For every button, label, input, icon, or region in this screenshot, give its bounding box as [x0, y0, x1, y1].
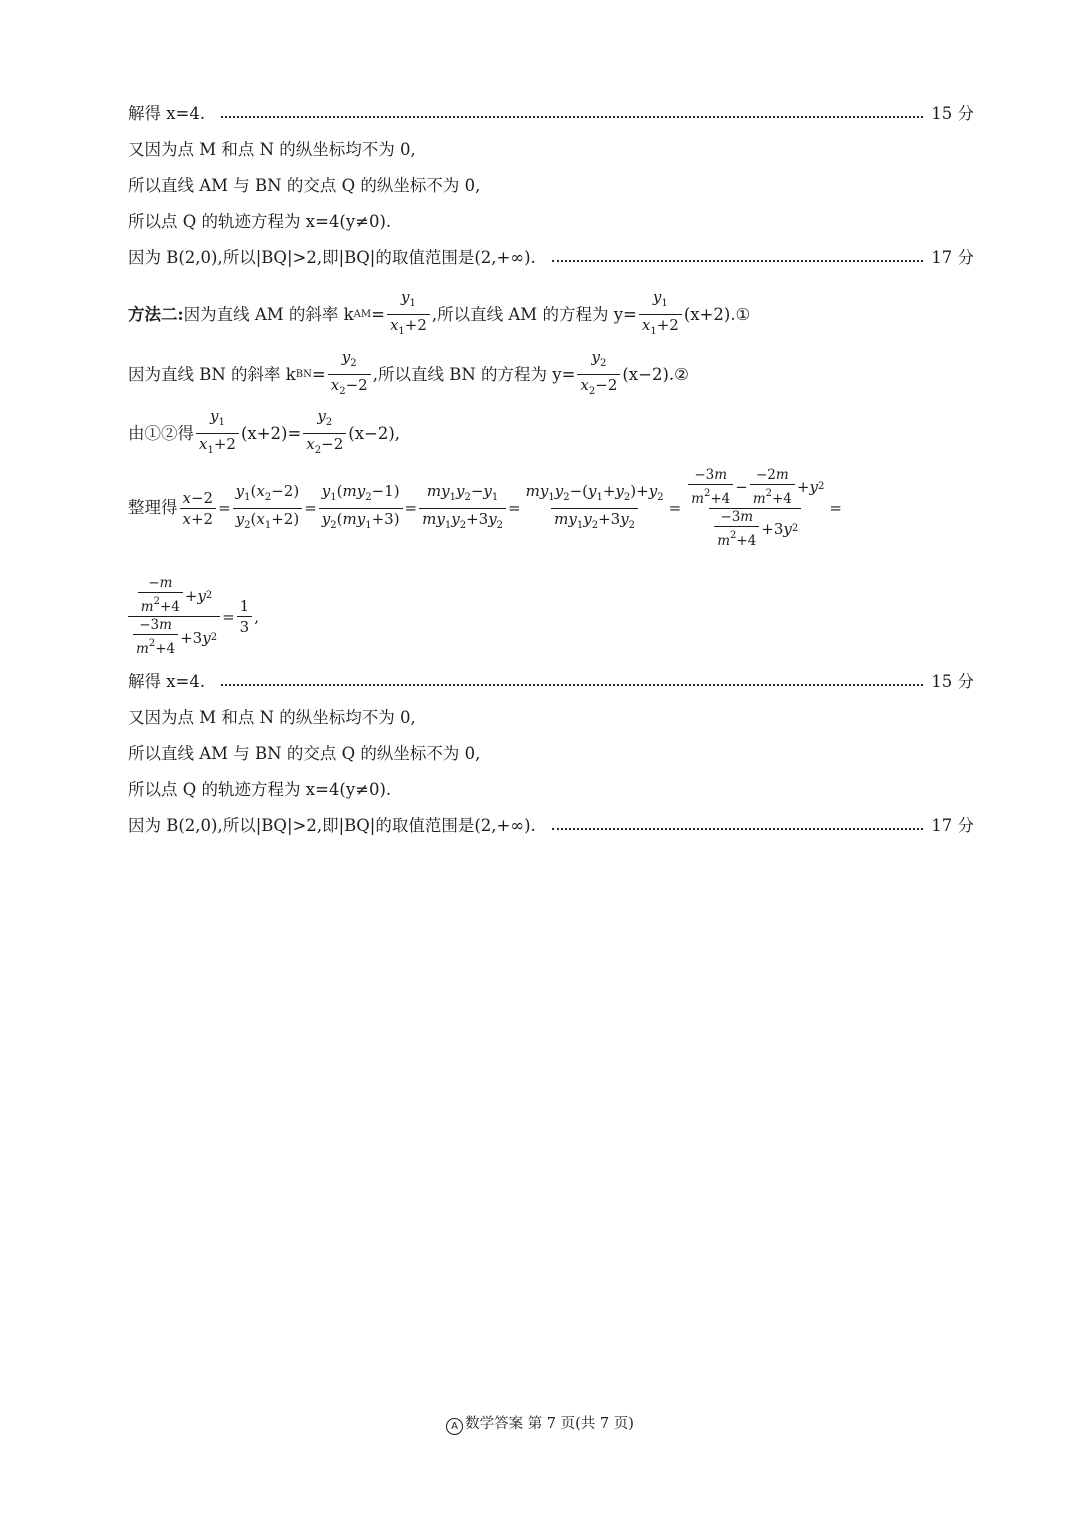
- footer-text: 数学答案 第 7 页(共 7 页): [465, 1416, 634, 1432]
- method-label: 方法二:: [128, 304, 184, 324]
- line-text: ,所以直线 BN 的方程为 y=: [372, 364, 576, 384]
- fraction: $\frac{y_1(x_2-2)}{y_2(x_1+2)}$: [233, 481, 303, 536]
- dot-leader: [221, 116, 923, 118]
- line-text: ,所以直线 AM 的方程为 y=: [431, 304, 637, 324]
- solution-line-range: [128, 814, 974, 838]
- line-text: (x+2).①: [683, 304, 751, 324]
- result-one-third: $\frac{-m}{m^2+4}$ + y 2 $\frac{-3m}{m^2+4}$ +3 y 2 = $\frac{1}{3}$ ,: [128, 570, 974, 658]
- line-text: (x+2)=: [240, 423, 302, 443]
- combine-line: [128, 406, 974, 456]
- line-text: 因为 B(2,0),所以|BQ|>2,即|BQ|的取值范围是(2,+∞).: [128, 248, 536, 267]
- line-text: 因为直线 AM 的斜率 k: [183, 304, 354, 324]
- dot-leader: [552, 260, 923, 262]
- compound-fraction: $\frac{-3m}{m^2+4}$ − $\frac{-2m}{m^2+4}$ + y 2 $\frac{-3m}{m^2+4}$ +3 y 2: [683, 467, 827, 550]
- text-line: 又因为点 M 和点 N 的纵坐标均不为 0,: [128, 140, 416, 159]
- fraction: $\frac{y_1(my_2-1)}{y_2(my_1+3)}$: [319, 481, 403, 536]
- fraction: $\frac{y_1}{x_1+2}$: [639, 287, 682, 342]
- dot-leader: [221, 684, 923, 686]
- circled-a-icon: A: [446, 1418, 463, 1435]
- solution-line-x-equals-4: [128, 670, 974, 694]
- score-label: 15 分: [931, 672, 974, 691]
- line-text: 整理得: [128, 498, 178, 517]
- page-footer: [0, 1412, 1080, 1435]
- slope-bn-line: 因为直线 BN 的斜率 k BN = $\frac{y_2}{x_2-2}$ ,所以直线 BN 的方程为 y= $\frac{y_2}{x_2-2}$ (x−2).②: [128, 347, 974, 391]
- text-line: 又因为点 M 和点 N 的纵坐标均不为 0,: [128, 708, 416, 727]
- text-line: 所以直线 AM 与 BN 的交点 Q 的纵坐标不为 0,: [128, 176, 481, 195]
- line-text: 由①②得: [128, 423, 194, 443]
- text-line: 所以点 Q 的轨迹方程为 x=4(y≠0).: [128, 780, 392, 799]
- solution-line-range: [128, 246, 974, 270]
- text-line: 所以点 Q 的轨迹方程为 x=4(y≠0).: [128, 212, 392, 231]
- line-text: 解得 x=4.: [128, 104, 206, 123]
- solution-line-x-equals-4: [128, 102, 974, 126]
- score-label: 17 分: [931, 248, 974, 267]
- dot-leader: [552, 828, 923, 830]
- score-label: 15 分: [931, 104, 974, 123]
- fraction: $\frac{x-2}{x+2}$: [180, 488, 217, 529]
- fraction: $\frac{my_1y_2-y_1}{my_1y_2+3y_2}$: [419, 481, 506, 536]
- subscript: BN: [295, 368, 312, 380]
- line-text: 因为直线 BN 的斜率 k: [128, 364, 296, 384]
- simplify-equation: 整理得 $\frac{x-2}{x+2}$ = $\frac{y_1(x_2-2)}{y_2(x_1+2)}$ = $\frac{y_1(my_2-1)}{y_2(my_1+3)}$ = $\frac{my_1y_2-y_1}{my_1y_2+3y_2}$ = $\frac{my_1y_2-(y_1+y_2)+y_2}{my_1y_2+3y_2}$ = $\frac{-3m}{m^2+4}$ − $\frac{-2m}{m^2+4}$ + y 2 $\frac{-3m}{m^2+4}$ +3 y 2 =: [128, 466, 842, 549]
- line-text: (x−2).②: [622, 364, 689, 384]
- score-label: 17 分: [931, 816, 974, 835]
- line-text: 因为 B(2,0),所以|BQ|>2,即|BQ|的取值范围是(2,+∞).: [128, 816, 536, 835]
- line-text: 解得 x=4.: [128, 672, 206, 691]
- fraction: $\frac{y_2}{x_2-2}$: [328, 347, 371, 402]
- subscript: AM: [353, 308, 372, 320]
- compound-fraction: $\frac{-m}{m^2+4}$ + y 2 $\frac{-3m}{m^2+4}$ +3 y 2: [128, 575, 220, 658]
- method-two-line: 方法二: 因为直线 AM 的斜率 k AM = $\frac{y_1}{x_1+2}$ ,所以直线 AM 的方程为 y= $\frac{y_1}{x_1+2}$ (x+2).①: [128, 287, 974, 331]
- fraction: $\frac{y_1}{x_1+2}$: [387, 287, 430, 342]
- fraction: $\frac{1}{3}$: [237, 596, 253, 637]
- fraction: $\frac{my_1y_2-(y_1+y_2)+y_2}{my_1y_2+3y_2}$: [523, 481, 667, 536]
- fraction: $\frac{y_2}{x_2-2}$: [303, 406, 346, 461]
- text-line: 所以直线 AM 与 BN 的交点 Q 的纵坐标不为 0,: [128, 744, 481, 763]
- line-text: (x−2),: [348, 423, 401, 443]
- fraction: $\frac{y_1}{x_1+2}$: [196, 406, 239, 461]
- fraction: $\frac{y_2}{x_2-2}$: [577, 347, 620, 402]
